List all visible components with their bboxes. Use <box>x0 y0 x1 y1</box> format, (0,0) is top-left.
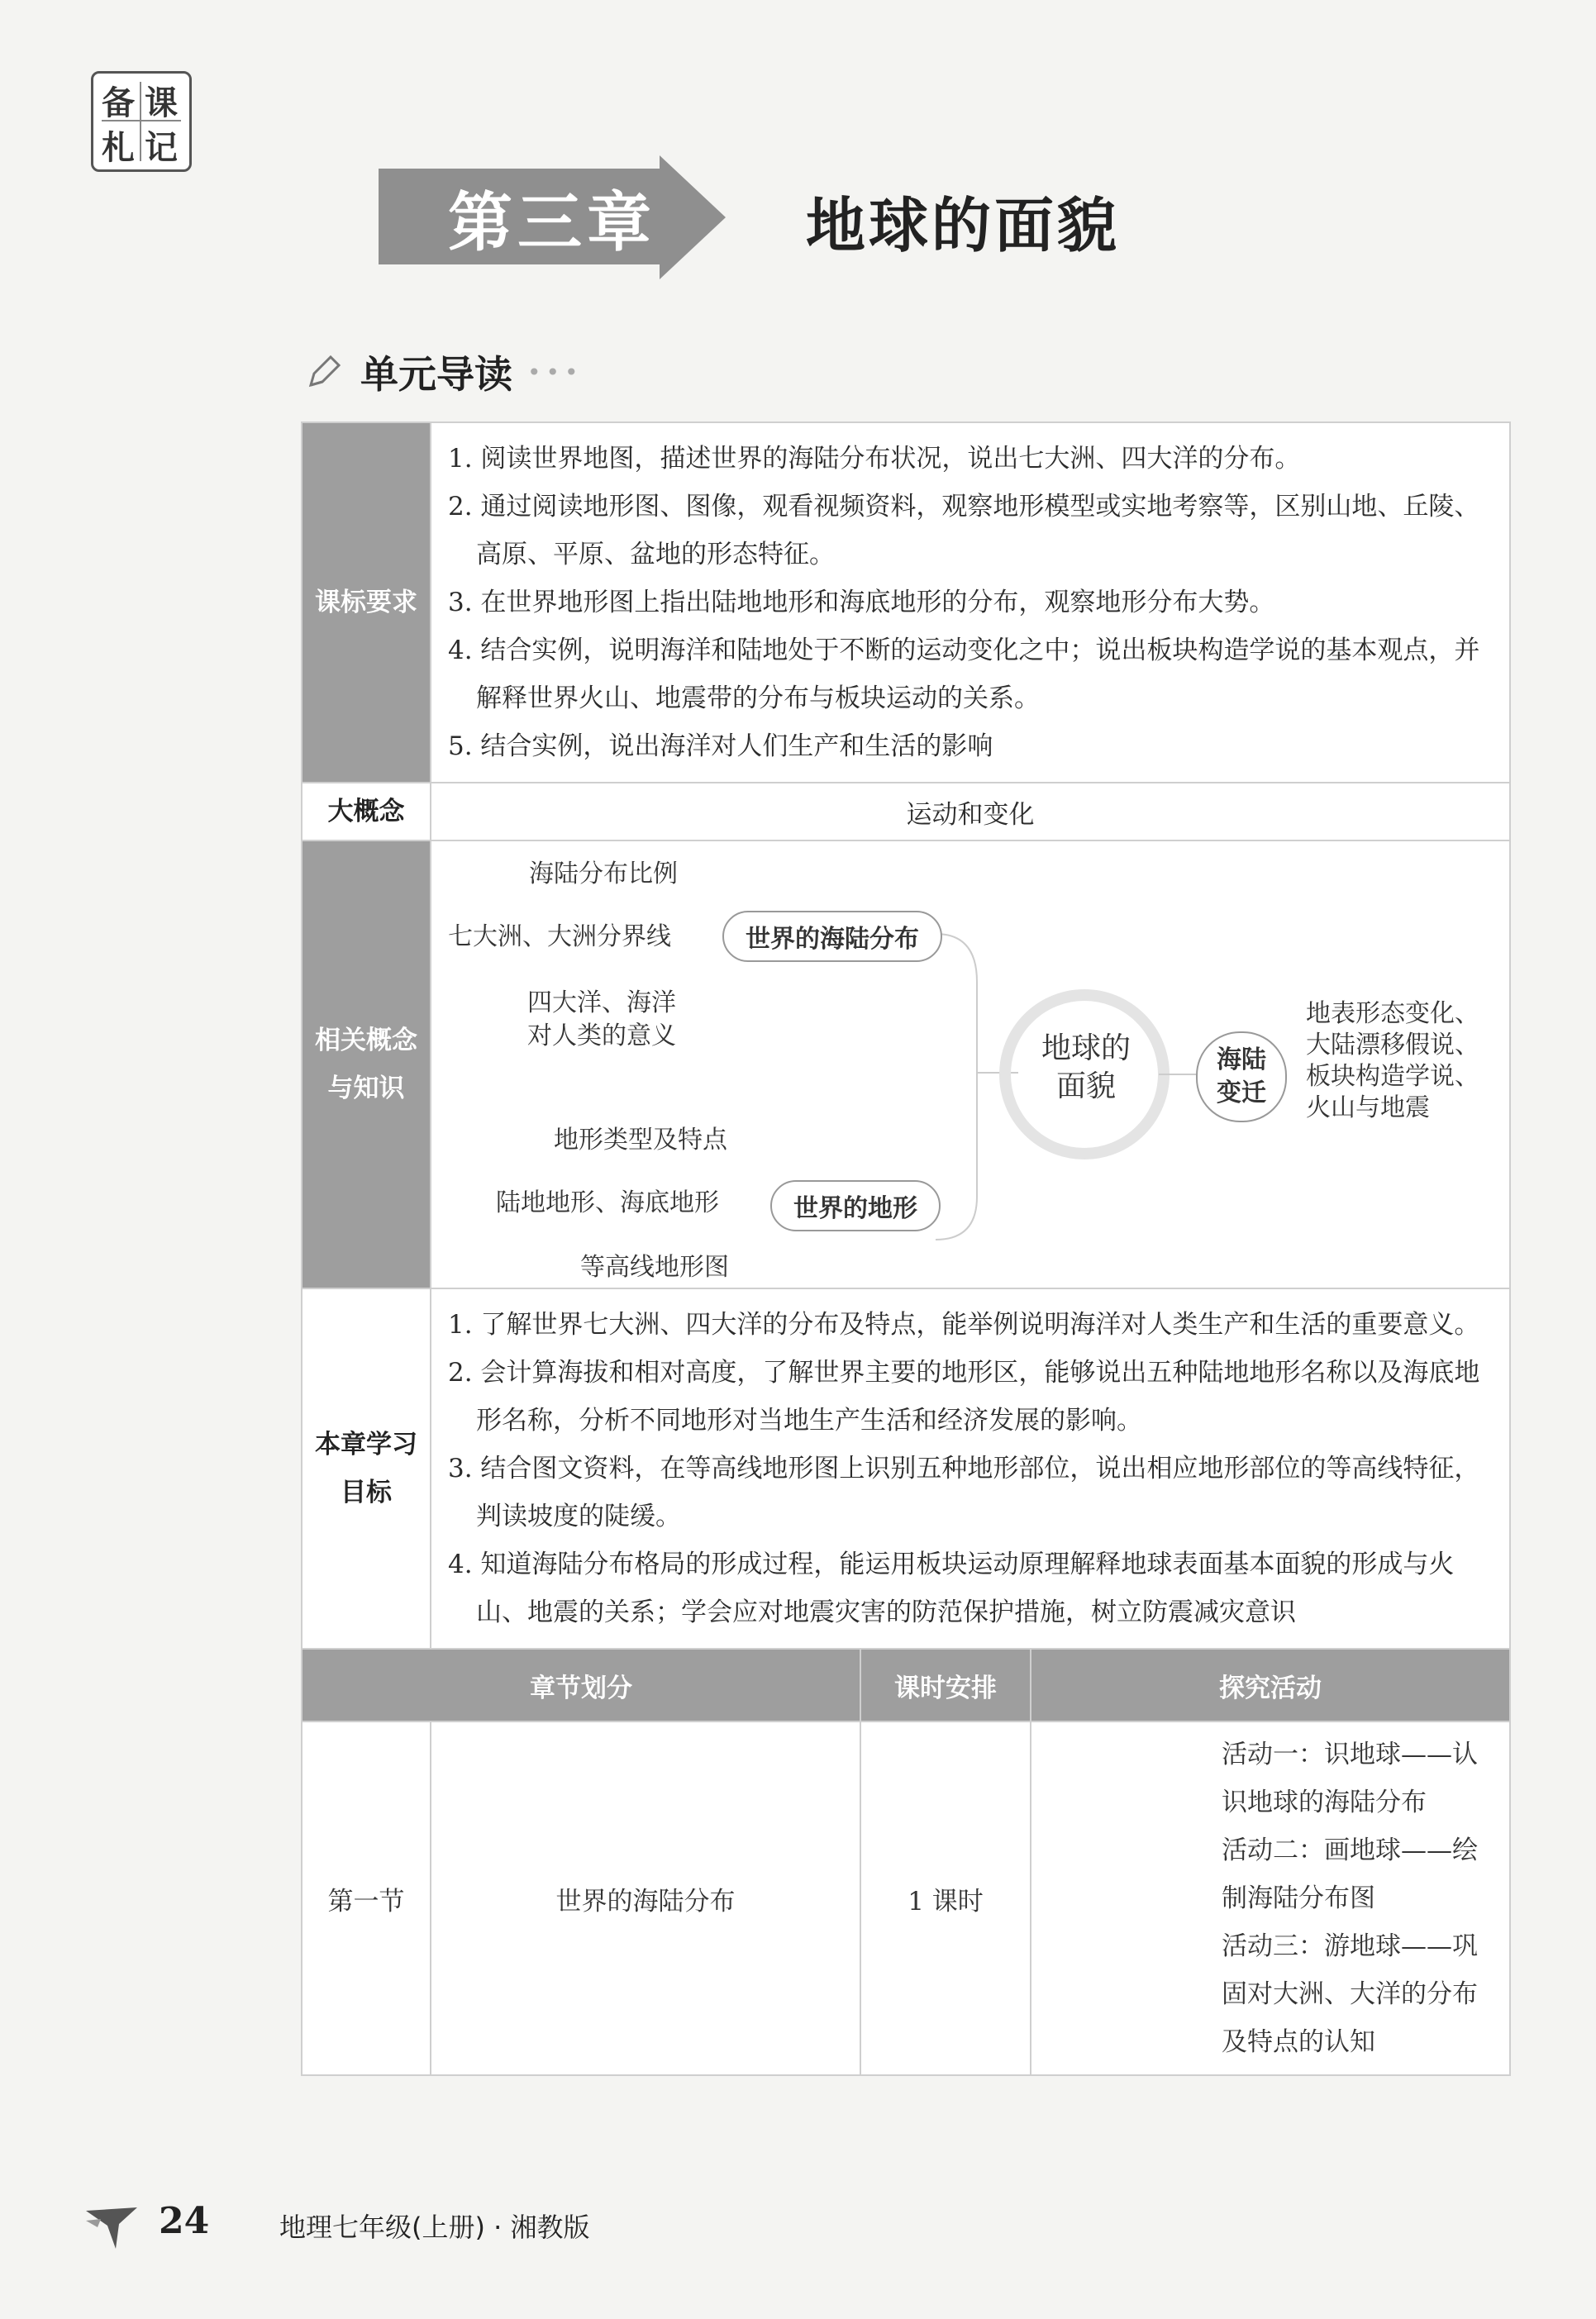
list-item: 3. 在世界地形图上指出陆地地形和海底地形的分布，观察地形分布大势。 <box>448 588 1275 617</box>
objectives-row <box>302 1288 1510 1649</box>
center-node-line: 地球的 <box>1041 1031 1131 1065</box>
concept-item: 板块构造学说、 <box>1306 1062 1479 1091</box>
page-number: 24 <box>159 2200 210 2242</box>
concept-item: 大陆漂移假说、 <box>1306 1031 1479 1060</box>
chapter-banner <box>379 155 726 279</box>
section-number: 第一节 <box>302 1721 431 2075</box>
big-concept-value: 运动和变化 <box>431 783 1510 840</box>
list-item: 4. 知道海陆分布格局的形成过程，能运用板块运动原理解释地球表面基本面貌的形成与火山、地震的关系；学会应对地震灾害的防范保护措施，树立防震减灾意识 <box>448 1550 1455 1627</box>
related-label-line: 相关概念 <box>315 1026 417 1055</box>
objectives-content <box>431 1288 1510 1649</box>
schedule-header-row <box>302 1649 1510 1721</box>
activities-content <box>1031 1721 1510 2075</box>
section-name: 世界的海陆分布 <box>431 1721 860 2075</box>
list-item: 活动三：游地球——巩固对大洲、大洋的分布及特点的认知 <box>1222 1931 1478 2057</box>
center-node-line: 面貌 <box>1055 1069 1116 1103</box>
list-item: 活动一：识地球——认识地球的海陆分布 <box>1222 1740 1478 1817</box>
concept-item: 四大洋、海洋 <box>527 988 676 1017</box>
list-item: 2. 会计算海拔和相对高度，了解世界主要的地形区，能够说出五种陆地地形名称以及海底地形名称，分析不同地形对当地生产生活和经济发展的影响。 <box>448 1358 1480 1436</box>
dots-decoration: ••• <box>527 358 584 386</box>
section-heading <box>306 343 584 401</box>
footer-logo-icon <box>83 2202 141 2252</box>
center-node <box>1036 1030 1136 1106</box>
header-section: 章节划分 <box>302 1649 860 1721</box>
related-label-line: 与知识 <box>327 1074 405 1103</box>
schedule-row <box>302 1721 1510 2075</box>
list-item: 活动二：画地球——绘制海陆分布图 <box>1222 1836 1478 1913</box>
badge-char: 备 <box>102 83 135 122</box>
concept-map <box>431 840 1510 1288</box>
branch-node-line: 海陆 <box>1217 1045 1266 1074</box>
class-hours: 1 课时 <box>860 1721 1031 2075</box>
branch-node-changes <box>1196 1031 1287 1122</box>
list-item: 5. 结合实例，说出海洋对人们生产和生活的影响 <box>448 731 993 761</box>
badge-char: 札 <box>102 128 135 167</box>
objectives-label <box>302 1288 431 1649</box>
concept-item: 等高线地形图 <box>580 1253 729 1282</box>
concept-item: 海陆分布比例 <box>529 860 678 888</box>
list-item: 1. 阅读世界地图，描述世界的海陆分布状况，说出七大洲、四大洋的分布。 <box>448 444 1301 474</box>
requirements-row <box>302 422 1510 783</box>
pencil-icon <box>306 354 342 390</box>
list-item: 3. 结合图文资料，在等高线地形图上识别五种地形部位，说出相应地形部位的等高线特征，判读坡度的陡缓。 <box>448 1454 1480 1531</box>
big-concept-row <box>302 783 1510 840</box>
badge-char: 记 <box>145 128 178 167</box>
book-title: 地理七年级(上册) · 湘教版 <box>279 2212 590 2243</box>
list-item: 4. 结合实例，说明海洋和陆地处于不断的运动变化之中；说出板块构造学说的基本观点，并解释世界火山、地震带的分布与板块运动的关系。 <box>448 636 1480 713</box>
concept-item: 对人类的意义 <box>527 1021 676 1050</box>
requirements-label: 课标要求 <box>302 422 431 783</box>
list-item: 2. 通过阅读地形图、图像，观看视频资料，观察地形模型或实地考察等，区别山地、丘陵、高原、平原、盆地的形态特征。 <box>448 492 1480 569</box>
concept-item: 陆地地形、海底地形 <box>496 1188 719 1217</box>
related-label <box>302 840 431 1288</box>
changes-items <box>1306 998 1479 1124</box>
requirements-content <box>431 422 1510 783</box>
header-activities: 探究活动 <box>1031 1649 1510 1721</box>
branch-node-terrain: 世界的地形 <box>770 1180 941 1231</box>
related-concepts-row <box>302 840 1510 1288</box>
concept-item: 七大洲、大洲分界线 <box>448 922 671 951</box>
big-concept-label: 大概念 <box>302 783 431 840</box>
section-title: 单元导读 <box>360 352 512 397</box>
badge-char: 课 <box>145 83 178 122</box>
chapter-title: 地球的面貌 <box>806 191 1121 260</box>
chapter-number: 第三章 <box>447 186 656 260</box>
list-item: 1. 了解世界七大洲、四大洋的分布及特点，能举例说明海洋对人类生产和生活的重要意义。 <box>448 1310 1480 1340</box>
notes-badge <box>91 71 192 172</box>
objectives-label-line: 本章学习 <box>315 1430 417 1459</box>
branch-node-land-sea: 世界的海陆分布 <box>722 911 942 962</box>
concept-item: 火山与地震 <box>1306 1093 1430 1122</box>
concept-item: 地表形态变化、 <box>1306 999 1479 1028</box>
objectives-label-line: 目标 <box>341 1478 392 1507</box>
concept-item: 地形类型及特点 <box>554 1126 727 1155</box>
branch-node-line: 变迁 <box>1217 1079 1266 1107</box>
unit-guide-table <box>301 421 1511 2076</box>
header-hours: 课时安排 <box>860 1649 1031 1721</box>
